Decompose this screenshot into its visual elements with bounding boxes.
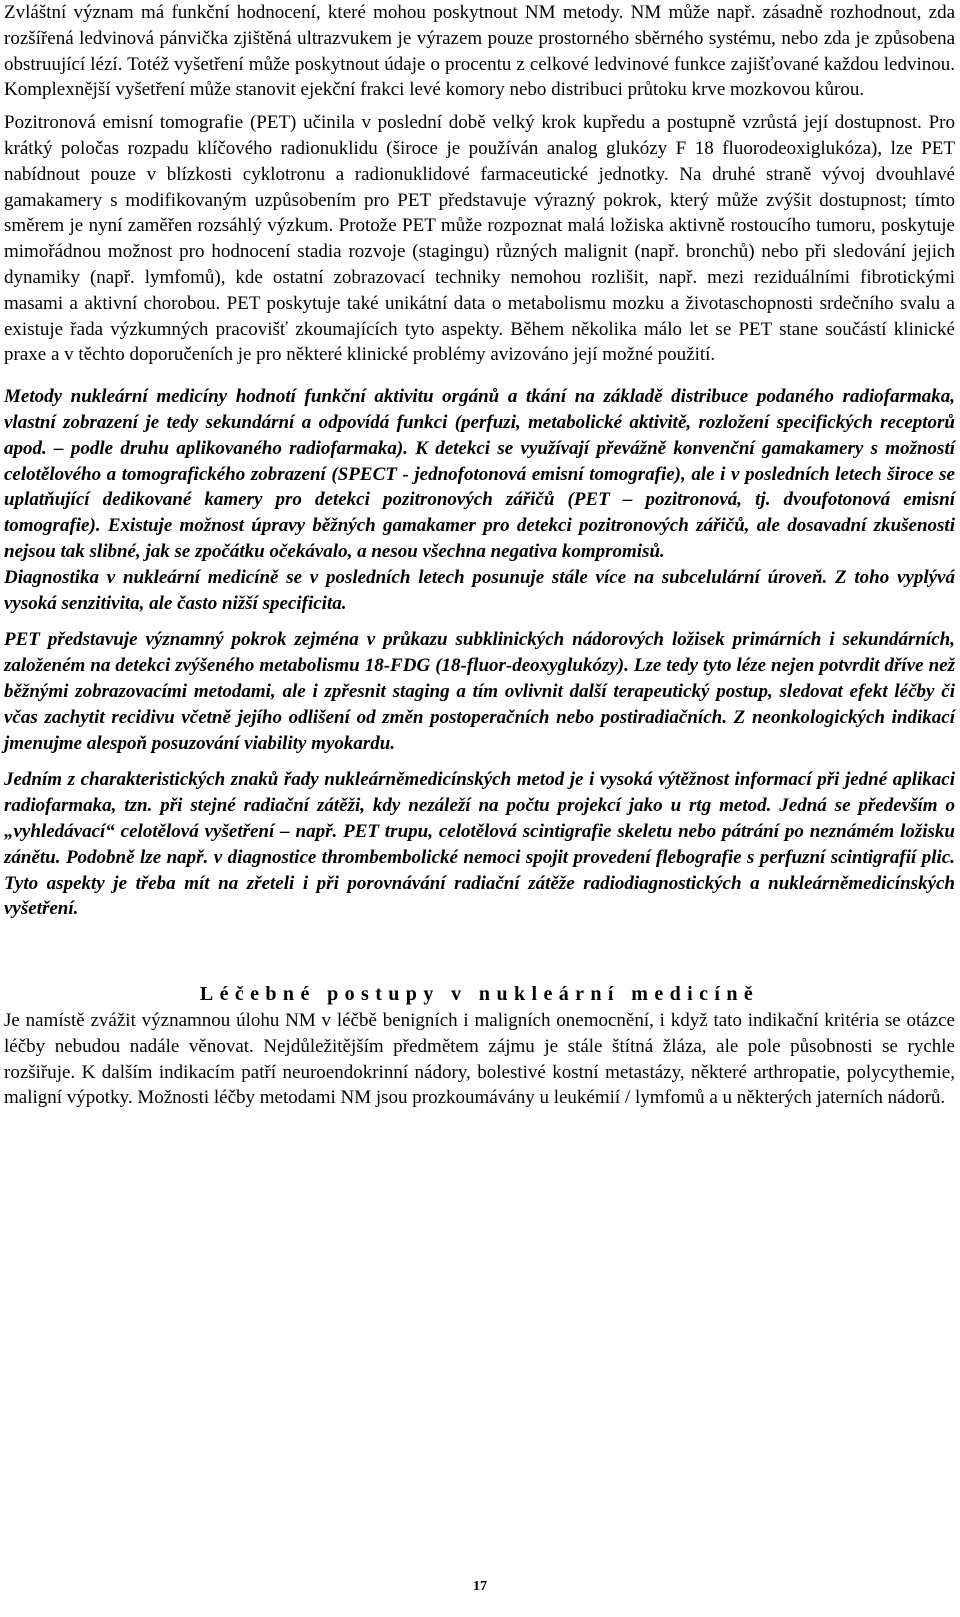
document-page [4, 0, 955, 1111]
paragraph-therapy: Je namístě zvážit významnou úlohu NM v léčbě benigních i maligních onemocnění, i když tato indikační kritéria se otázce léčby nebudou nadále věnovat. Nejdůležitějším předmětem zájmu je stále štítná žláza, ale pole působnosti se rychle rozšiřuje. K dalším indikacím patří neuroendokrinní nádory, bolestivé kostní metastázy, některé arthropatie, polycythemie, maligní výpotky. Možnosti léčby metodami NM jsou prozkoumávány u leukémií / lymfomů a u některých jaterních nádorů. [4, 1010, 955, 1109]
paragraph-nm-methods: Metody nukleární medicíny hodnotí funkční aktivitu orgánů a tkání na základě distribuce podaného radiofarmaka, vlastní zobrazení je tedy sekundární a odpovídá funkci (perfuzi, metabolické aktivitě, rozložení specifických receptorů apod. – podle druhu aplikovaného radiofarmaka). K detekci se využívají převážně konvenční gamakamery s možností celotělového a tomografického zobrazení (SPECT - jednofotonová emisní tomografie), ale i v posledních letech široce se uplatňující dedikované kamery pro detekci pozitronových zářičů (PET – pozitronová, tj. dvoufotonová emisní tomografie). Existuje možnost úpravy běžných gamakamer pro detekci pozitronových zářičů, ale dosavadní zkušenosti nejsou tak slibné, jak se zpočátku očekávalo, a nesou všechna negativa kompromisů. [4, 386, 955, 562]
paragraph-pet: Pozitronová emisní tomografie (PET) učinila v poslední době velký krok kupředu a postupně vzrůstá její dostupnost. Pro krátký poločas rozpadu klíčového radionuklidu (široce je používán analog glukózy F 18 fluorodeoxiglukóza), lze PET nabídnout pouze v blízkosti cyklotronu a radionuklidové farmaceutické jednotky. Na druhé straně vývoj dvouhlavé gamakamery s modifikovaným uzpůsobením pro PET představuje výrazný pokrok, který může zvýšit dostupnost; tímto směrem je nyní zaměřen rozsáhlý výzkum. Protože PET může rozpoznat malá ložiska aktivně rostoucího tumoru, poskytuje mimořádnou možnost pro hodnocení stadia rozvoje (stagingu) různých malignit (např. bronchů) nebo při sledování jejich dynamiky (např. lymfomů), kde ostatní zobrazovací techniky nemohou rozlišit, např. mezi reziduálními fibrotickými masami a aktivní chorobou. PET poskytuje také unikátní data o metabolismu mozku a životaschopnosti srdečního svalu a existuje řada výzkumných pracovišť zkoumajících tyto aspekty. Během několika málo let se PET stane součástí klinické praxe a v těchto doporučeních je pro některé klinické problémy avizováno její možné použití. [4, 112, 955, 366]
section-heading: Léčebné postupy v nukleární medicíně [199, 983, 760, 1006]
paragraph-subcellular: Diagnostika v nukleární medicíně se v posledních letech posunuje stále více na subcelulární úroveň. Z toho vyplývá vysoká senzitivita, ale často nižší specificita. [4, 566, 955, 614]
paragraph-information-yield: Jedním z charakteristických znaků řady nukleárněmedicínských metod je i vysoká výtěžnost informací při jedné aplikaci radiofarmaka, tzn. při stejné radiační zátěži, kdy nezáleží na počtu projekcí jako u rtg metod. Jedná se především o „vyhledávací“ celotělová vyšetření – např. PET trupu, celotělová scintigrafie skeletu nebo pátrání po neznámém ložisku zánětu. Podobně lze např. v diagnostice thrombembolické nemoci spojit provedení flebografie s perfuzní scintigrafií plic. Tyto aspekty je třeba mít na zřeteli i při porovnávání radiační zátěže radiodiagnostických a nukleárněmedicínských vyšetření. [4, 769, 955, 920]
paragraph-functional-assessment: Zvláštní význam má funkční hodnocení, které mohou poskytnout NM metody. NM může např. zásadně rozhodnout, zda rozšířená ledvinová pánvička zjištěná ultrazvukem je výrazem pouze prostorného sběrného systému, nebo zda je způsobena obstruující lézí. Totéž vyšetření může poskytnout údaje o procentu z celkové ledvinové funkce zajišťované každou ledvinou. Komplexnější vyšetření může stanovit ejekční frakci levé komory nebo distribuci průtoku krve mozkovou kůrou. [4, 2, 955, 101]
page-number: 17 [473, 1579, 487, 1594]
paragraph-pet-progress: PET představuje významný pokrok zejména v průkazu subklinických nádorových ložisek primárních i sekundárních, založeném na detekci zvýšeného metabolismu 18-FDG (18-fluor-deoxyglukózy). Lze tedy tyto léze nejen potvrdit dříve než běžnými zobrazovacími metodami, ale i zpřesnit staging a tím ovlivnit další terapeutický postup, sledovat efekt léčby či včas zachytit recidivu včetně jejího odlišení od změn postoperačních nebo postiradiačních. Z neonkologických indikací jmenujme alespoň posuzování viability myokardu. [4, 629, 955, 754]
